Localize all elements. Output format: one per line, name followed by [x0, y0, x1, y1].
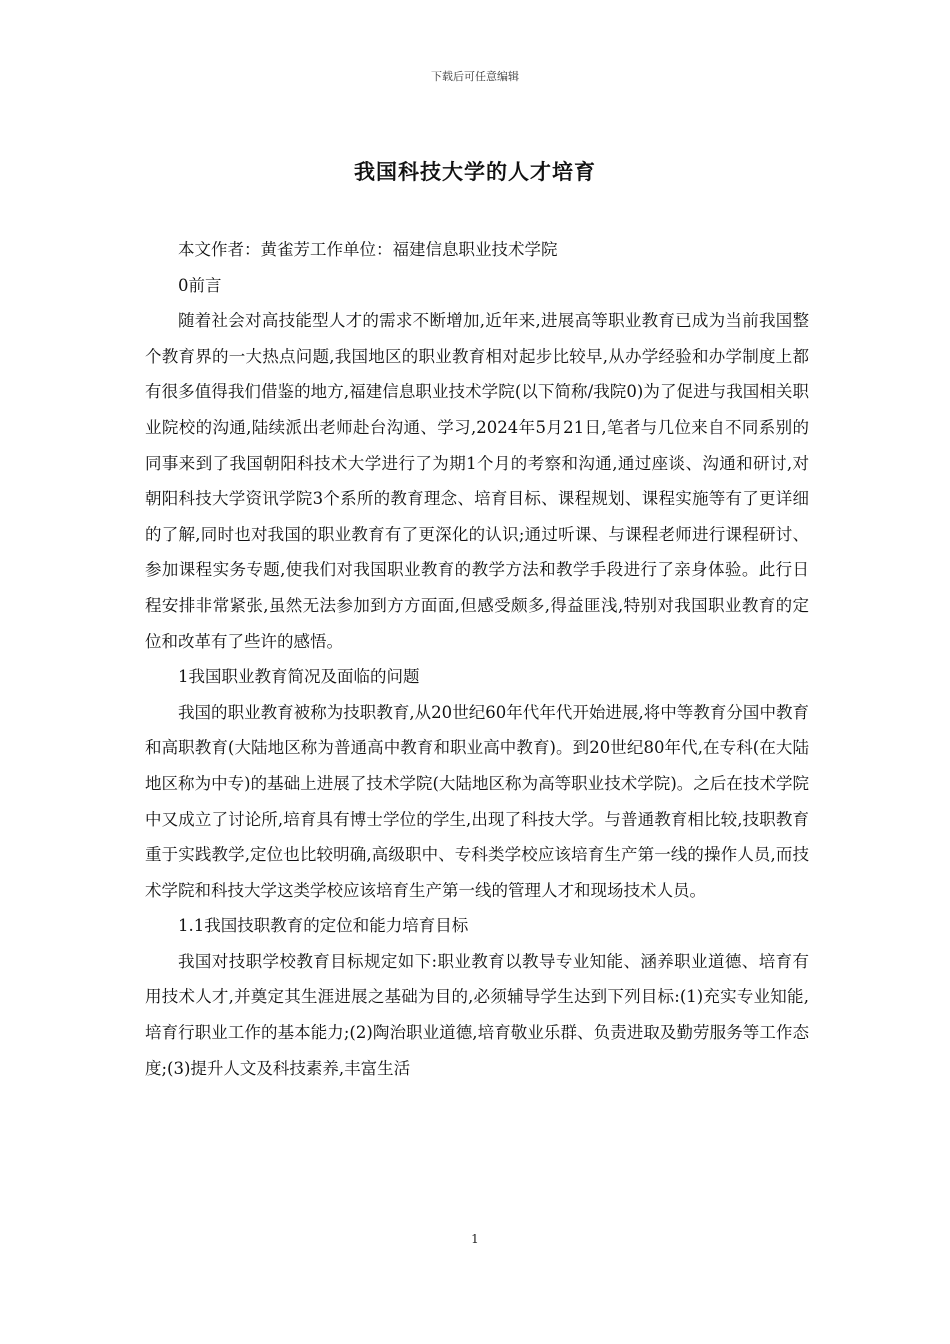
section-heading-1: 1我国职业教育简况及面临的问题	[178, 667, 420, 687]
paragraph-preface: 随着社会对高技能型人才的需求不断增加,近年来,进展高等职业教育已成为当前我国整个教育界的一大热点问题,我国地区的职业教育相对起步比较早,从办学经验和办学制度上都有很多值得我们借鉴的地方,福建信息职业技术学院(以下简称/我院0)为了促进与我国相关职业院校的沟通,陆续派出老师赴台沟通、学习,2024年5月21日,笔者与几位来自不同系别的同事来到了我国朝阳科技术大学进行了为期1个月的考察和沟通,通过座谈、沟通和研讨,对朝阳科技大学资讯学院3个系所的教育理念、培育目标、课程规划、课程实施等有了更详细的了解,同时也对我国的职业教育有了更深化的认识;通过听课、与课程老师进行课程研讨、参加课程实务专题,使我们对我国职业教育的教学方法和教学手段进行了亲身体验。此行日程安排非常紧张,虽然无法参加到方方面面,但感受颇多,得益匪浅,特别对我国职业教育的定位和改革有了些许的感悟。	[145, 311, 809, 651]
document-title: 我国科技大学的人才培育	[354, 159, 596, 184]
header-note: 下载后可任意编辑	[431, 70, 519, 83]
section-heading-preface: 0前言	[178, 275, 222, 295]
section-heading-1-1: 1.1我国技职教育的定位和能力培育目标	[178, 916, 469, 936]
paragraph-section-1: 我国的职业教育被称为技职教育,从20世纪60年代年代开始进展,将中等教育分国中教育和高职教育(大陆地区称为普通高中教育和职业高中教育)。到20世纪80年代,在专科(在大陆地区称为中专)的基础上进展了技术学院(大陆地区称为高等职业技术学院)。之后在技术学院中又成立了讨论所,培育具有博士学位的学生,出现了科技大学。与普通教育相比较,技职教育重于实践教学,定位也比较明确,高级职中、专科类学校应该培育生产第一线的操作人员,而技术学院和科技大学这类学校应该培育生产第一线的管理人才和现场技术人员。	[145, 702, 809, 900]
document-body	[145, 232, 809, 1086]
paragraph-section-1-1: 我国对技职学校教育目标规定如下:职业教育以教导专业知能、涵养职业道德、培育有用技术人才,并奠定其生涯进展之基础为目的,必须辅导学生达到下列目标:(1)充实专业知能,培育行职业工作的基本能力;(2)陶治职业道德,培育敬业乐群、负责进取及勤劳服务等工作态度;(3)提升人文及科技素养,丰富生活	[145, 951, 809, 1078]
page-number: 1	[471, 1232, 479, 1246]
author-line: 本文作者：黄雀芳工作单位：福建信息职业技术学院	[178, 240, 558, 259]
